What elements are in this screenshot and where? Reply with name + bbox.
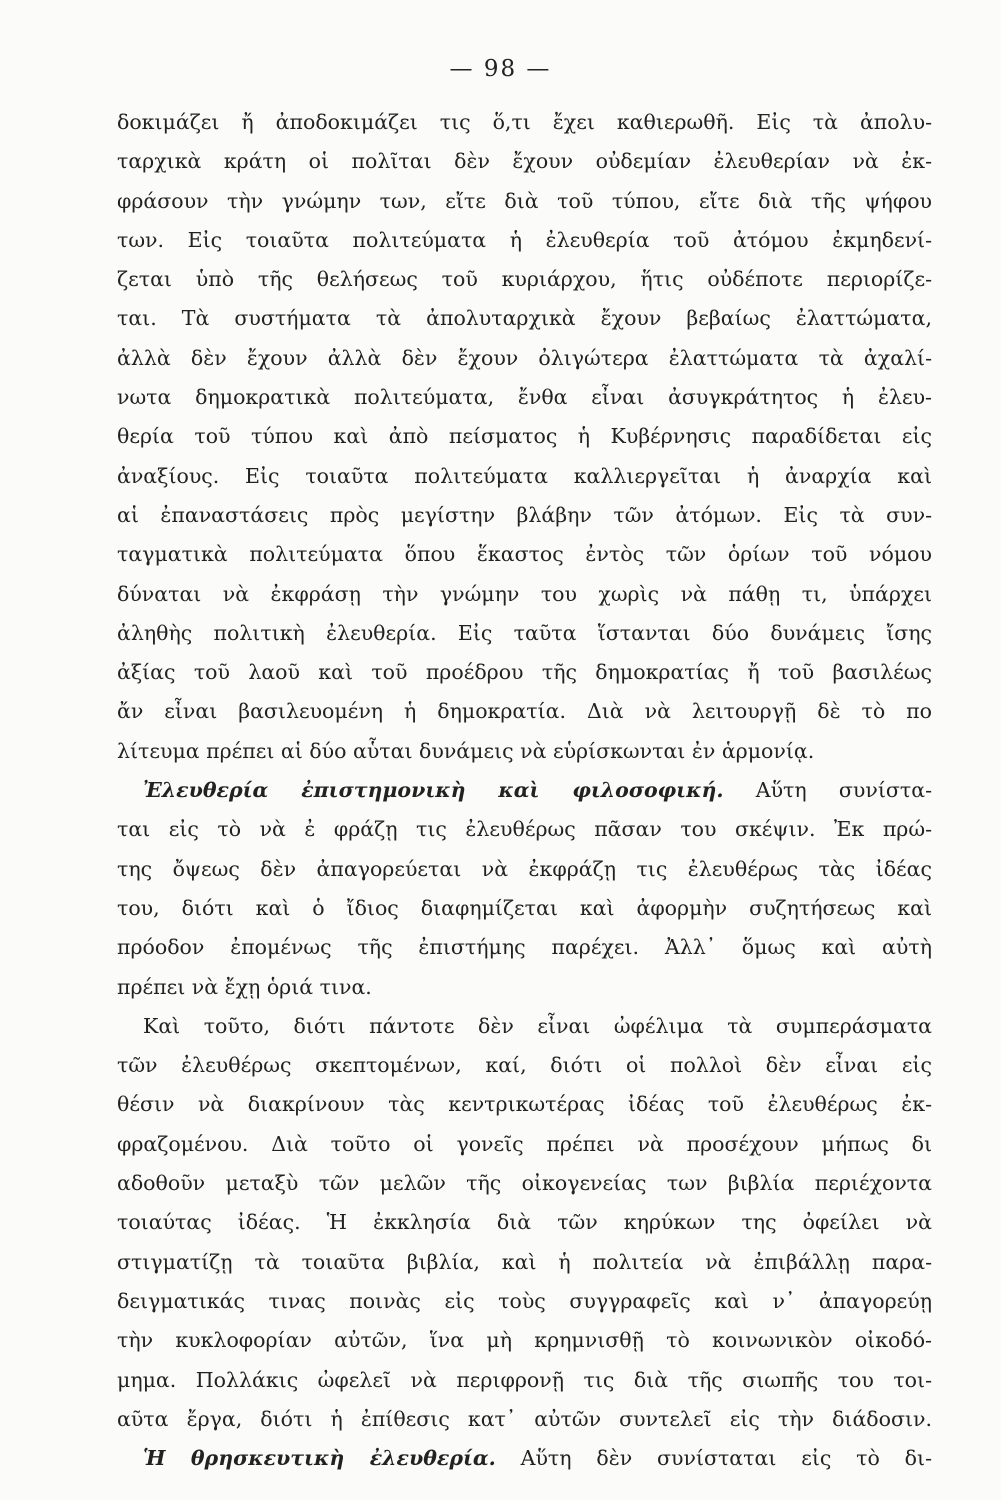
line-text: τῶν ἐλευθέρως σκεπτομένων, καί, διότι οἱ πολλοὶ δὲν εἶναι εἰς [117, 1053, 932, 1078]
text-line [117, 850, 932, 889]
text-line [117, 1400, 932, 1439]
text-line [117, 1085, 932, 1124]
line-text: Καὶ τοῦτο, διότι πάντοτε δὲν εἶναι ὠφέλιμα τὰ συμπεράσματα [143, 1013, 932, 1038]
text-line [117, 1203, 932, 1242]
text-line [117, 182, 932, 221]
line-text: ται εἰς τὸ νὰ ἐ φράζῃ τις ἐλευθέρως πᾶσαν του σκέψιν. Ἐκ πρώ- [117, 817, 932, 842]
text-line [117, 968, 932, 1007]
line-text: ἄν εἶναι βασιλευομένη ἡ δημοκρατία. Διὰ νὰ λειτουργῇ δὲ τὸ πο [117, 699, 932, 724]
line-text: δύναται νὰ ἐκφράσῃ τὴν γνώμην του χωρὶς νὰ πάθῃ τι, ὑπάρχει [117, 581, 932, 606]
line-text: θερία τοῦ τύπου καὶ ἀπὸ πείσματος ἡ Κυβέρνησις παραδίδεται εἰς [117, 424, 932, 449]
line-text: ἀλλὰ δὲν ἔχουν ἀλλὰ δὲν ἔχουν ὀλιγώτερα ἐλαττώματα τὰ ἀχαλί- [117, 345, 932, 370]
text-line [117, 496, 932, 535]
text-line [117, 103, 932, 142]
text-line [117, 1361, 932, 1400]
line-text: πρόοδον ἐπομένως τῆς ἐπιστήμης παρέχει. Ἀλλ᾽ ὅμως καὶ αὐτὴ [117, 935, 932, 960]
line-text: λίτευμα πρέπει αἱ δύο αὗται δυνάμεις νὰ εὑρίσκωνται ἐν ἁρμονίᾳ. [117, 738, 815, 763]
line-text: του, διότι καὶ ὁ ἴδιος διαφημίζεται καὶ ἀφορμὴν συζητήσεως καὶ [117, 895, 932, 920]
line-text: τοιαύτας ἰδέας. Ἡ ἐκκλησία διὰ τῶν κηρύκων της ὀφείλει νὰ [117, 1210, 932, 1235]
text-line [117, 417, 932, 456]
line-text: ἀξίας τοῦ λαοῦ καὶ τοῦ προέδρου τῆς δημοκρατίας ἤ τοῦ βασιλέως [117, 660, 932, 685]
text-line [117, 1046, 932, 1085]
line-text: αἱ ἐπαναστάσεις πρὸς μεγίστην βλάβην τῶν ἀτόμων. Εἰς τὰ συν- [117, 502, 932, 527]
line-text: αῦτα ἔργα, διότι ἡ ἐπίθεσις κατ᾽ αὐτῶν συντελεῖ εἰς τὴν διάδοσιν. [117, 1406, 932, 1431]
text-line [117, 810, 932, 849]
line-text: αδοθοῦν μεταξὺ τῶν μελῶν τῆς οἰκογενείας των βιβλία περιέχοντα [117, 1171, 932, 1196]
line-text: φραζομένου. Διὰ τοῦτο οἱ γονεῖς πρέπει νὰ προσέχουν μήπως δι [117, 1131, 932, 1156]
text-line [117, 614, 932, 653]
line-text: δοκιμάζει ἤ ἀποδοκιμάζει τις ὅ,τι ἔχει καθιερωθῆ. Εἰς τὰ ἀπολυ- [117, 110, 932, 134]
text-line [117, 221, 932, 260]
section-heading: Ἐλευθερία ἐπιστημονικὴ καὶ φιλοσοφική. [143, 778, 724, 803]
line-text: τὴν κυκλοφορίαν αὐτῶν, ἵνα μὴ κρημνισθῇ τὸ κοινωνικὸν οἰκοδό- [117, 1328, 932, 1353]
text-line [117, 928, 932, 967]
line-text: ται. Τὰ συστήματα τὰ ἀπολυταρχικὰ ἔχουν βεβαίως ἐλαττώματα, [117, 306, 932, 331]
line-text: θέσιν νὰ διακρίνουν τὰς κεντρικωτέρας ἰδέας τοῦ ἐλευθέρως ἐκ- [117, 1092, 932, 1117]
text-line [117, 299, 932, 338]
line-text: Αὕτη συνίστα- [723, 778, 932, 803]
text-line [117, 339, 932, 378]
text-line [117, 378, 932, 417]
text-line [117, 142, 932, 181]
text-line [117, 1243, 932, 1282]
text-line [117, 653, 932, 692]
text-line [117, 1282, 932, 1321]
line-text: ἀληθὴς πολιτικὴ ἐλευθερία. Εἰς ταῦτα ἵστανται δύο δυνάμεις ἴσης [117, 620, 932, 645]
line-text: νωτα δημοκρατικὰ πολιτεύματα, ἔνθα εἶναι ἀσυγκράτητος ἡ ἐλευ- [117, 385, 932, 410]
line-text: ταρχικὰ κράτη οἱ πολῖται δὲν ἔχουν οὐδεμίαν ἐλευθερίαν νὰ ἐκ- [117, 149, 932, 174]
text-line [117, 1321, 932, 1360]
text-line [117, 692, 932, 731]
line-text: πρέπει νὰ ἔχῃ ὁριά τινα. [117, 974, 372, 999]
line-text: στιγματίζῃ τὰ τοιαῦτα βιβλία, καὶ ἡ πολιτεία νὰ ἐπιβάλλῃ παρα- [117, 1249, 932, 1274]
text-line [117, 732, 932, 771]
section-heading: Ἡ θρησκευτικὴ ἐλευθερία. [143, 1446, 496, 1471]
line-text: μημα. Πολλάκις ὠφελεῖ νὰ περιφρονῇ τις διὰ τῆς σιωπῆς του τοι- [117, 1367, 932, 1392]
text-line [117, 771, 932, 810]
line-text: φράσουν τὴν γνώμην των, εἴτε διὰ τοῦ τύπου, εἴτε διὰ τῆς ψήφου [117, 188, 932, 213]
page-number: — 98 — [449, 56, 552, 82]
line-text: ταγματικὰ πολιτεύματα ὅπου ἕκαστος ἐντὸς τῶν ὁρίων τοῦ νόμου [117, 542, 932, 567]
line-text: ζεται ὑπὸ τῆς θελήσεως τοῦ κυριάρχου, ἥτις οὐδέποτε περιορίζε- [117, 267, 932, 292]
line-text: δειγματικάς τινας ποινὰς εἰς τοὺς συγγραφεῖς καὶ ν᾽ ἀπαγορεύῃ [117, 1288, 932, 1313]
text-line [117, 1007, 932, 1046]
text-line [117, 1125, 932, 1164]
text-line [117, 457, 932, 496]
text-line [117, 1164, 932, 1203]
line-text: Αὕτη δὲν συνίσταται εἰς τὸ δι- [495, 1446, 932, 1471]
line-text: ἀναξίους. Εἰς τοιαῦτα πολιτεύματα καλλιεργεῖται ἡ ἀναρχία καὶ [117, 463, 932, 488]
line-text: των. Εἰς τοιαῦτα πολιτεύματα ἡ ἐλευθερία τοῦ ἀτόμου ἐκμηδενί- [117, 227, 932, 252]
text-line [117, 1439, 932, 1478]
text-line [117, 260, 932, 299]
text-line [117, 889, 932, 928]
text-line [117, 575, 932, 614]
text-line [117, 535, 932, 574]
body-text [117, 103, 932, 1478]
line-text: της ὄψεως δὲν ἀπαγορεύεται νὰ ἐκφράζῃ τις ἐλευθέρως τὰς ἰδέας [117, 856, 932, 881]
